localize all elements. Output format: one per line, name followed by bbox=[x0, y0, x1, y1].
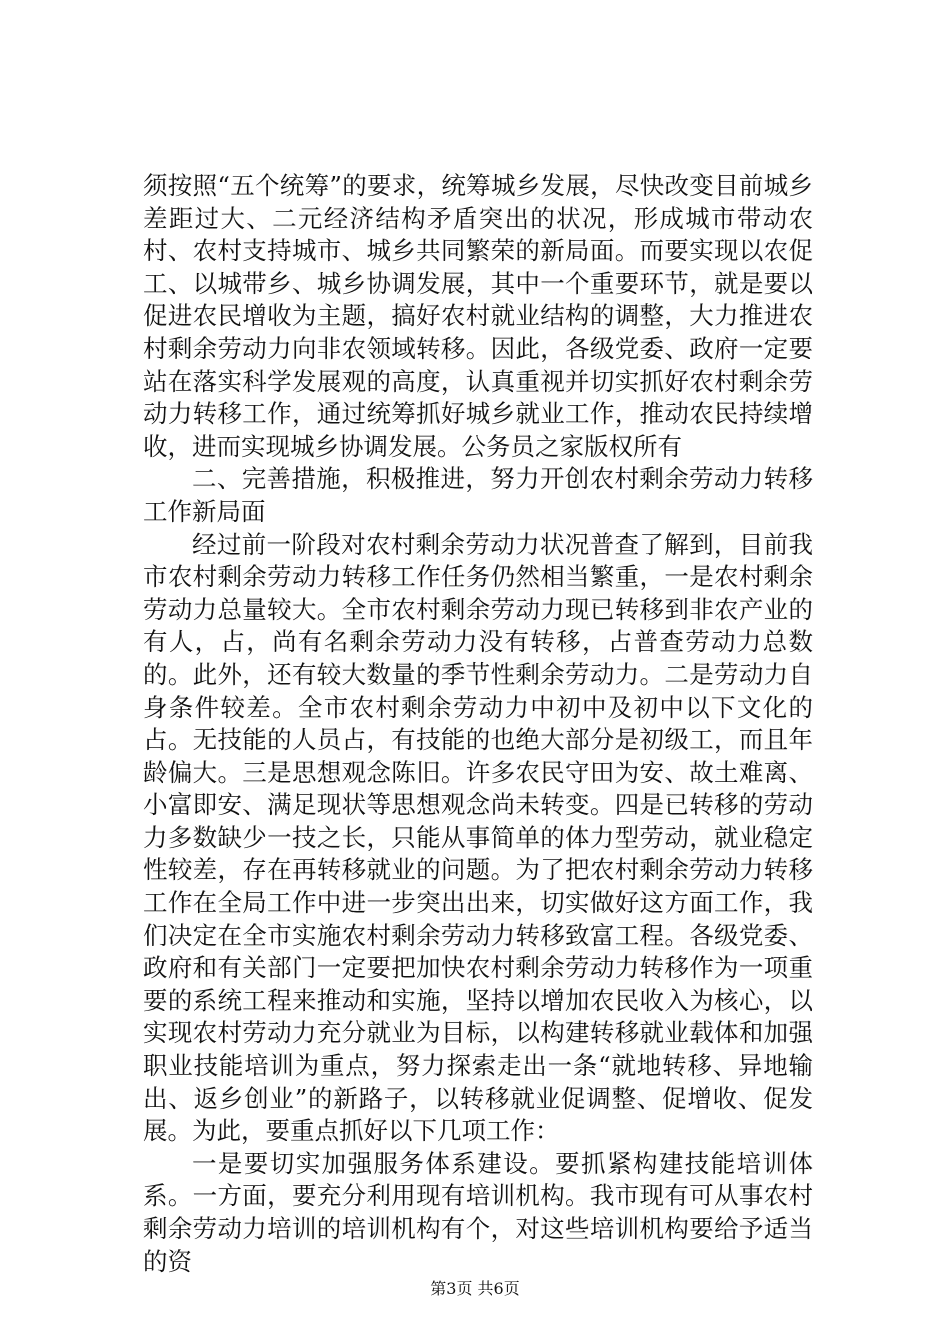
page-number-footer: 第3页 共6页 bbox=[430, 1279, 520, 1298]
paragraph: 经过前一阶段对农村剩余劳动力状况普查了解到，目前我市农村剩余劳动力转移工作任务仍然相当繁重，一是农村剩余劳动力总量较大。全市农村剩余劳动力现已转移到非农产业的有人，占，尚有名剩余劳动力没有转移，占普查劳动力总数的。此外，还有较大数量的季节性剩余劳动力。二是劳动力自身条件较差。全市农村剩余劳动力中初中及初中以下文化的占。无技能的人员占，有技能的也绝大部分是初级工，而且年龄偏大。三是思想观念陈旧。许多农民守田为安、故土难离、小富即安、满足现状等思想观念尚未转变。四是已转移的劳动力多数缺少一技之长，只能从事简单的体力型劳动，就业稳定性较差，存在再转移就业的问题。为了把农村剩余劳动力转移工作在全局工作中进一步突出出来，切实做好这方面工作，我们决定在全市实施农村剩余劳动力转移致富工程。各级党委、政府和有关部门一定要把加快农村剩余劳动力转移作为一项重要的系统工程来推动和实施，坚持以增加农民收入为核心，以实现农村劳动力充分就业为目标，以构建转移就业载体和加强职业技能培训为重点，努力探索走出一条“就地转移、异地输出、返乡创业”的新路子，以转移就业促调整、促增收、促发展。为此，要重点抓好以下几项工作： bbox=[143, 529, 813, 1146]
paragraph: 一是要切实加强服务体系建设。要抓紧构建技能培训体系。一方面，要充分利用现有培训机构。我市现有可从事农村剩余劳动力培训的培训机构有个，对这些培训机构要给予适当的资 bbox=[143, 1148, 813, 1276]
document-body bbox=[143, 170, 813, 1278]
paragraph-continuation: 须按照“五个统筹”的要求，统筹城乡发展，尽快改变目前城乡差距过大、二元经济结构矛盾突出的状况，形成城市带动农村、农村支持城市、城乡共同繁荣的新局面。而要实现以农促工、以城带乡、城乡协调发展，其中一个重要环节，就是要以促进农民增收为主题，搞好农村就业结构的调整，大力推进农村剩余劳动力向非农领域转移。因此，各级党委、政府一定要站在落实科学发展观的高度，认真重视并切实抓好农村剩余劳动力转移工作，通过统筹抓好城乡就业工作，推动农民持续增收，进而实现城乡协调发展。公务员之家版权所有 bbox=[143, 171, 813, 461]
section-heading: 二、完善措施，积极推进，努力开创农村剩余劳动力转移工作新局面 bbox=[143, 464, 813, 526]
